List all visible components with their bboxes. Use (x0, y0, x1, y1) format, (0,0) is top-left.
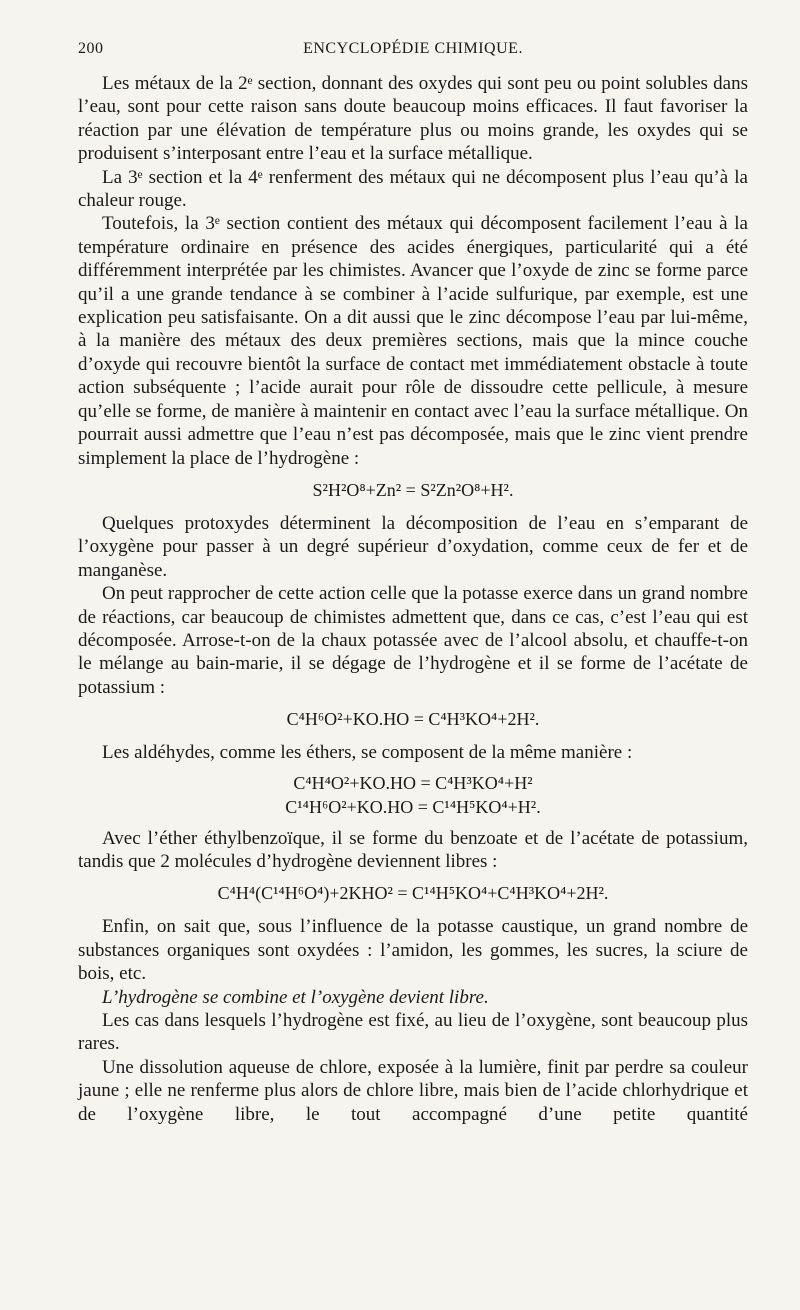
chemical-equation: S²H²O⁸+Zn² = S²Zn²O⁸+H². (312, 479, 514, 500)
running-header (78, 40, 748, 62)
page-number: 200 (78, 40, 104, 57)
chemical-equation: C⁴H⁶O²+KO.HO = C⁴H³KO⁴+2H². (286, 709, 540, 730)
paragraph: Enfin, on sait que, sous l’influence de la potasse caustique, un grand nombre de substances organiques sont oxydées : l’amidon, les gommes, les sucres, la sciure de bois, etc. (78, 916, 748, 985)
page-body (78, 72, 748, 1126)
running-title: ENCYCLOPÉDIE CHIMIQUE. (303, 40, 523, 57)
paragraph: Les aldéhydes, comme les éthers, se composent de la même manière : (102, 742, 633, 764)
chemical-equation: C⁴H⁴O²+KO.HO = C⁴H³KO⁴+H² (293, 772, 533, 793)
paragraph: La 3ᵉ section et la 4ᵉ renferment des métaux qui ne décomposent plus l’eau qu’à la chaleur rouge. (78, 166, 748, 212)
paragraph: Toutefois, la 3ᵉ section contient des métaux qui décomposent facilement l’eau à la température ordinaire en présence des acides énergiques, particularité qui a été différemment interprétée par les chimistes. Avancer que l’oxyde de zinc se forme parce qu’il a une grande tendance à se combiner à l’acide sulfurique, par exemple, est une explication peu satisfaisante. On a dit aussi que le zinc décompose l’eau par lui-même, à la manière des métaux des deux premières sections, mais que la mince couche d’oxyde qui recouvre bientôt la surface de contact met immédiatement obstacle à toute action subséquente ; l’acide aurait pour rôle de dissoudre cette pellicule, à mesure qu’elle se forme, de manière à maintenir en contact avec l’eau la surface métallique. On pourrait aussi admettre que l’eau n’est pas décomposée, mais que le zinc vient prendre simplement la place de l’hydrogène : (78, 213, 748, 469)
chemical-equation: C⁴H⁴(C¹⁴H⁶O⁴)+2KHO² = C¹⁴H⁵KO⁴+C⁴H³KO⁴+2H². (217, 883, 609, 904)
equation-group (78, 771, 748, 819)
paragraph: Avec l’éther éthylbenzoïque, il se forme du benzoate et de l’acétate de potassium, tandis que 2 molécules d’hydrogène deviennent libres : (78, 827, 748, 872)
chemical-equation: C¹⁴H⁶O²+KO.HO = C¹⁴H⁵KO⁴+H². (285, 796, 541, 817)
paragraph: On peut rapprocher de cette action celle que la potasse exerce dans un grand nombre de réactions, car beaucoup de chimistes admettent que, dans ce cas, c’est l’eau qui est décomposée. Arrose-t-on de la chaux potassée avec de l’alcool absolu, et chauffe-t-on le mélange au bain-marie, il se dégage de l’hydrogène et il se forme de l’acétate de potassium : (78, 583, 748, 698)
paragraph: Les cas dans lesquels l’hydrogène est fixé, au lieu de l’oxygène, sont beaucoup plus rares. (78, 1010, 748, 1055)
paragraph: Quelques protoxydes déterminent la décomposition de l’eau en s’emparant de l’oxygène pour passer à un degré supérieur d’oxydation, comme ceux de fer et de manganèse. (78, 512, 748, 581)
paragraph: Une dissolution aqueuse de chlore, exposée à la lumière, finit par perdre sa couleur jaune ; elle ne renferme plus alors de chlore libre, mais bien de l’acide chlorhydrique et de l’oxygène libre, le tout accompagné d’une petite quantité (78, 1056, 748, 1125)
section-heading: L’hydrogène se combine et l’oxygène devient libre. (102, 986, 489, 1008)
paragraph: Les métaux de la 2ᵉ section, donnant des oxydes qui sont peu ou point solubles dans l’eau, sont pour cette raison sans doute beaucoup moins efficaces. Il faut favoriser la réaction par une élévation de température plus ou moins grande, les oxydes qui se produisent s’interposant entre l’eau et la surface métallique. (78, 73, 748, 165)
